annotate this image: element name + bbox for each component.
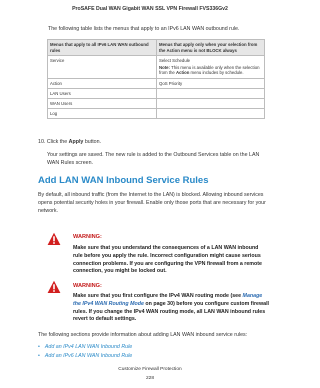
table-cell <box>157 99 265 109</box>
table-header-cell: Menus that apply to all IPv6 LAN WAN outbound rules <box>48 40 157 56</box>
table-cell: Service <box>48 56 157 79</box>
footer-chapter-title: Customize Firewall Protection <box>118 367 182 372</box>
section-title: Add LAN WAN Inbound Service Rules <box>38 175 209 186</box>
step-text-pre: Click the <box>46 139 69 145</box>
table-header-cell: Menus that apply only when your selection from the Action menu is not BLOCK always <box>157 40 265 56</box>
table-header-row <box>48 40 265 56</box>
table-row <box>48 99 265 109</box>
intro-text: The following table lists the menus that apply to an IPv6 LAN WAN outbound rule. <box>48 26 240 32</box>
bullet: • <box>38 352 40 359</box>
table-cell: QoS Priority <box>157 78 265 88</box>
note-text-bold: Action <box>175 70 190 76</box>
apply-button-ref: Apply <box>68 139 84 145</box>
document-header: ProSAFE Dual WAN Gigabit WAN SSL VPN Firewall FVS336Gv2 <box>72 6 228 12</box>
table-note <box>159 65 262 75</box>
table-cell: LAN Users <box>48 88 157 98</box>
note-text-post: menu includes by schedule. <box>189 70 244 76</box>
table-cell <box>157 88 265 98</box>
warning-text: Make sure that you understand the consequences of a LAN WAN inbound rule before you apply the rule. Incorrect configuration might cause serious connection problems. If you are configuring the VPN firewall from a remote connection, you might be locked out. <box>73 245 262 275</box>
table-cell <box>157 56 265 79</box>
warning-triangle-icon <box>47 232 61 246</box>
list-item <box>38 343 132 352</box>
ipv4-inbound-rule-link[interactable]: Add an IPv4 LAN WAN Inbound Rule <box>44 344 133 350</box>
step-number: 10. <box>38 139 46 145</box>
routing-mode-link[interactable]: Manage the IPv4 WAN Routing Mode <box>73 293 263 307</box>
note-label: Note: <box>159 65 170 71</box>
section-paragraph: By default, all inbound traffic (from the Internet to the LAN) is blocked. Allowing inbound services opens potential security holes in your firewall. Enable only those ports that are necessary for your network. <box>38 192 266 214</box>
table-cell <box>157 109 265 119</box>
warning-triangle-icon <box>47 280 61 294</box>
warning-text-pre: Make sure that you first configure the IPv4 WAN routing mode (see <box>73 293 243 299</box>
table-cell-text: Select Schedule <box>159 58 191 63</box>
table-row <box>48 88 265 98</box>
warning-title: WARNING: <box>73 234 102 240</box>
table-row <box>48 109 265 119</box>
ipv6-inbound-rule-link[interactable]: Add an IPv6 LAN WAN Inbound Rule <box>44 352 133 359</box>
table-row <box>48 56 265 79</box>
menus-table <box>47 39 265 119</box>
table-cell: Action <box>48 78 157 88</box>
step-text-post: button. <box>83 139 102 145</box>
note-text-pre: This menu is available only when the selection from the <box>159 65 260 76</box>
page-number: 228 <box>145 376 154 381</box>
follow-text: The following sections provide information about adding LAN WAN inbound service rules: <box>38 332 248 338</box>
warning-text <box>73 293 269 324</box>
step-result-text: Your settings are saved. The new rule is added to the Outbound Services table on the LAN WAN Rules screen. <box>47 152 260 166</box>
table-row <box>48 78 265 88</box>
warning-text-post: on page 30) before you configure custom firewall rules. If you change the IPv4 WAN routing mode, all LAN WAN inbound rules revert to default settings. <box>73 300 270 323</box>
table-cell: WAN Users <box>48 99 157 109</box>
step-10 <box>38 139 101 145</box>
table-cell: Log <box>48 109 157 119</box>
warning-title: WARNING: <box>73 283 102 289</box>
bullet: • <box>38 344 40 350</box>
related-links-list <box>38 343 132 360</box>
list-item <box>38 352 132 361</box>
